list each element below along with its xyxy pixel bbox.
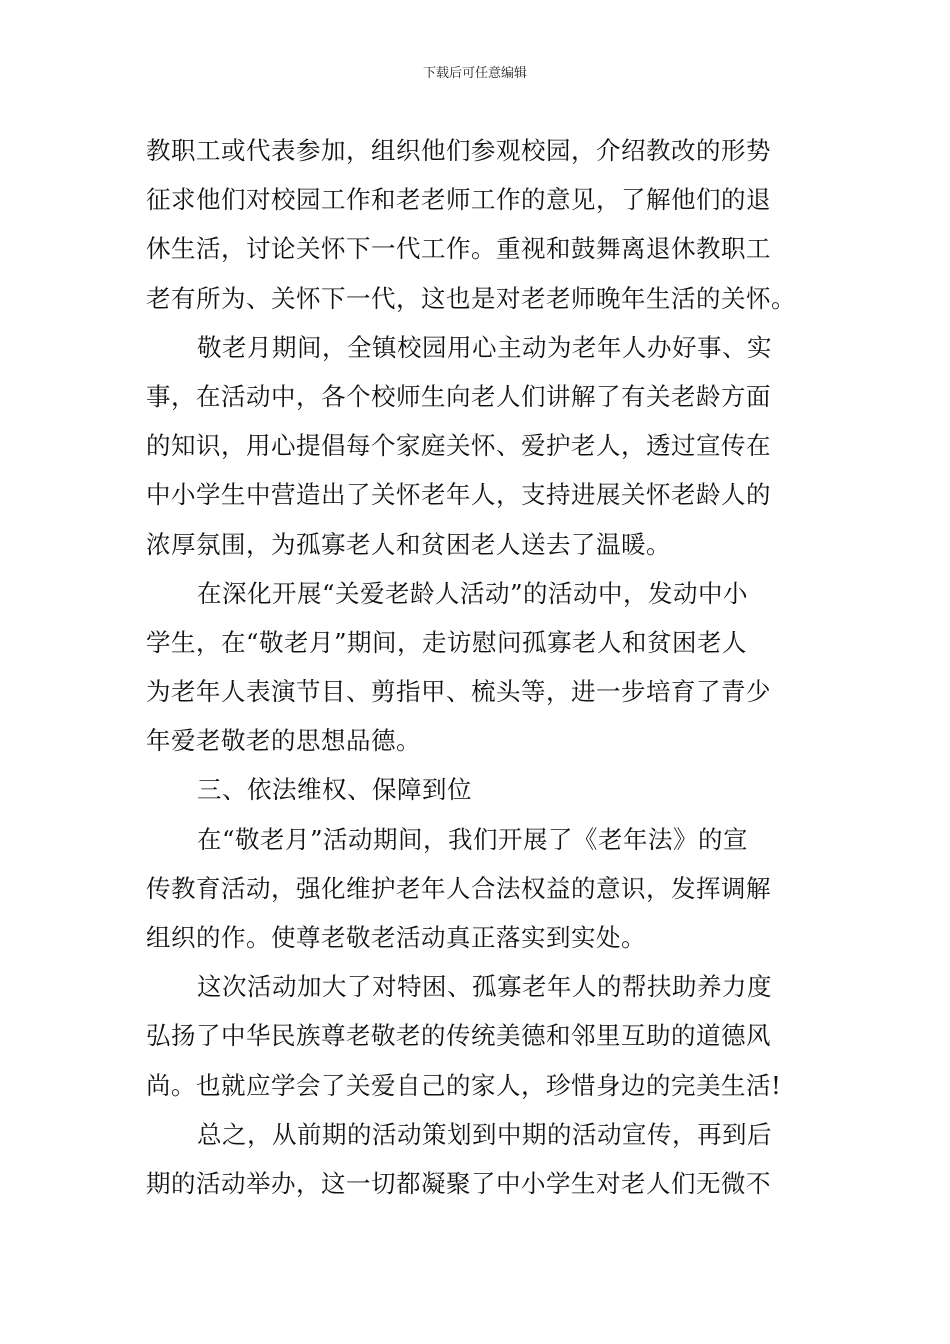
paragraph-start-line: 敬老月期间，全镇校园用心主动为老年人办好事、实 [197, 332, 772, 362]
text-line: 尚。也就应学会了关爱自己的家人，珍惜身边的完美生活! [146, 1070, 782, 1100]
text-line: 学生，在“敬老月”期间，走访慰问孤寡老人和贫困老人 [146, 627, 748, 657]
text-line: 浓厚氛围，为孤寡老人和贫困老人送去了温暖。 [146, 529, 671, 559]
text-line: 中小学生中营造出了关怀老年人，支持进展关怀老龄人的 [146, 480, 771, 510]
paragraph-start-line: 这次活动加大了对特困、孤寡老年人的帮扶助养力度 [197, 972, 772, 1002]
text-line: 期的活动举办，这一切都凝聚了中小学生对老人们无微不 [146, 1168, 771, 1198]
paragraph-start-line: 总之，从前期的活动策划到中期的活动宣传，再到后 [197, 1119, 772, 1149]
paragraph-start-line: 在“敬老月”活动期间，我们开展了《老年法》的宣 [197, 824, 749, 854]
section-heading: 三、依法维权、保障到位 [197, 775, 472, 805]
text-line: 的知识，用心提倡每个家庭关怀、爱护老人，透过宣传在 [146, 431, 771, 461]
text-line: 老有所为、关怀下一代，这也是对老老师晚年生活的关怀。 [146, 283, 796, 313]
text-line: 征求他们对校园工作和老老师工作的意见，了解他们的退 [146, 185, 771, 215]
text-line: 弘扬了中华民族尊老敬老的传统美德和邻里互助的道德风 [146, 1021, 771, 1051]
text-line: 为老年人表演节目、剪指甲、梳头等，进一步培育了青少 [146, 677, 771, 707]
text-line: 事，在活动中，各个校师生向老人们讲解了有关老龄方面 [146, 381, 771, 411]
page-header: 下载后可任意编辑 [422, 66, 527, 81]
text-line: 教职工或代表参加，组织他们参观校园，介绍教改的形势 [146, 136, 771, 165]
text-line: 传教育活动，强化维护老年人合法权益的意识，发挥调解 [146, 873, 771, 903]
document-body [146, 126, 806, 1208]
text-line: 休生活，讨论关怀下一代工作。重视和鼓舞离退休教职工 [146, 234, 771, 264]
text-line: 年爱老敬老的思想品德。 [146, 726, 421, 756]
text-line: 组织的作。使尊老敬老活动真正落实到实处。 [146, 923, 646, 952]
paragraph-start-line: 在深化开展“关爱老龄人活动”的活动中，发动中小 [197, 578, 749, 608]
